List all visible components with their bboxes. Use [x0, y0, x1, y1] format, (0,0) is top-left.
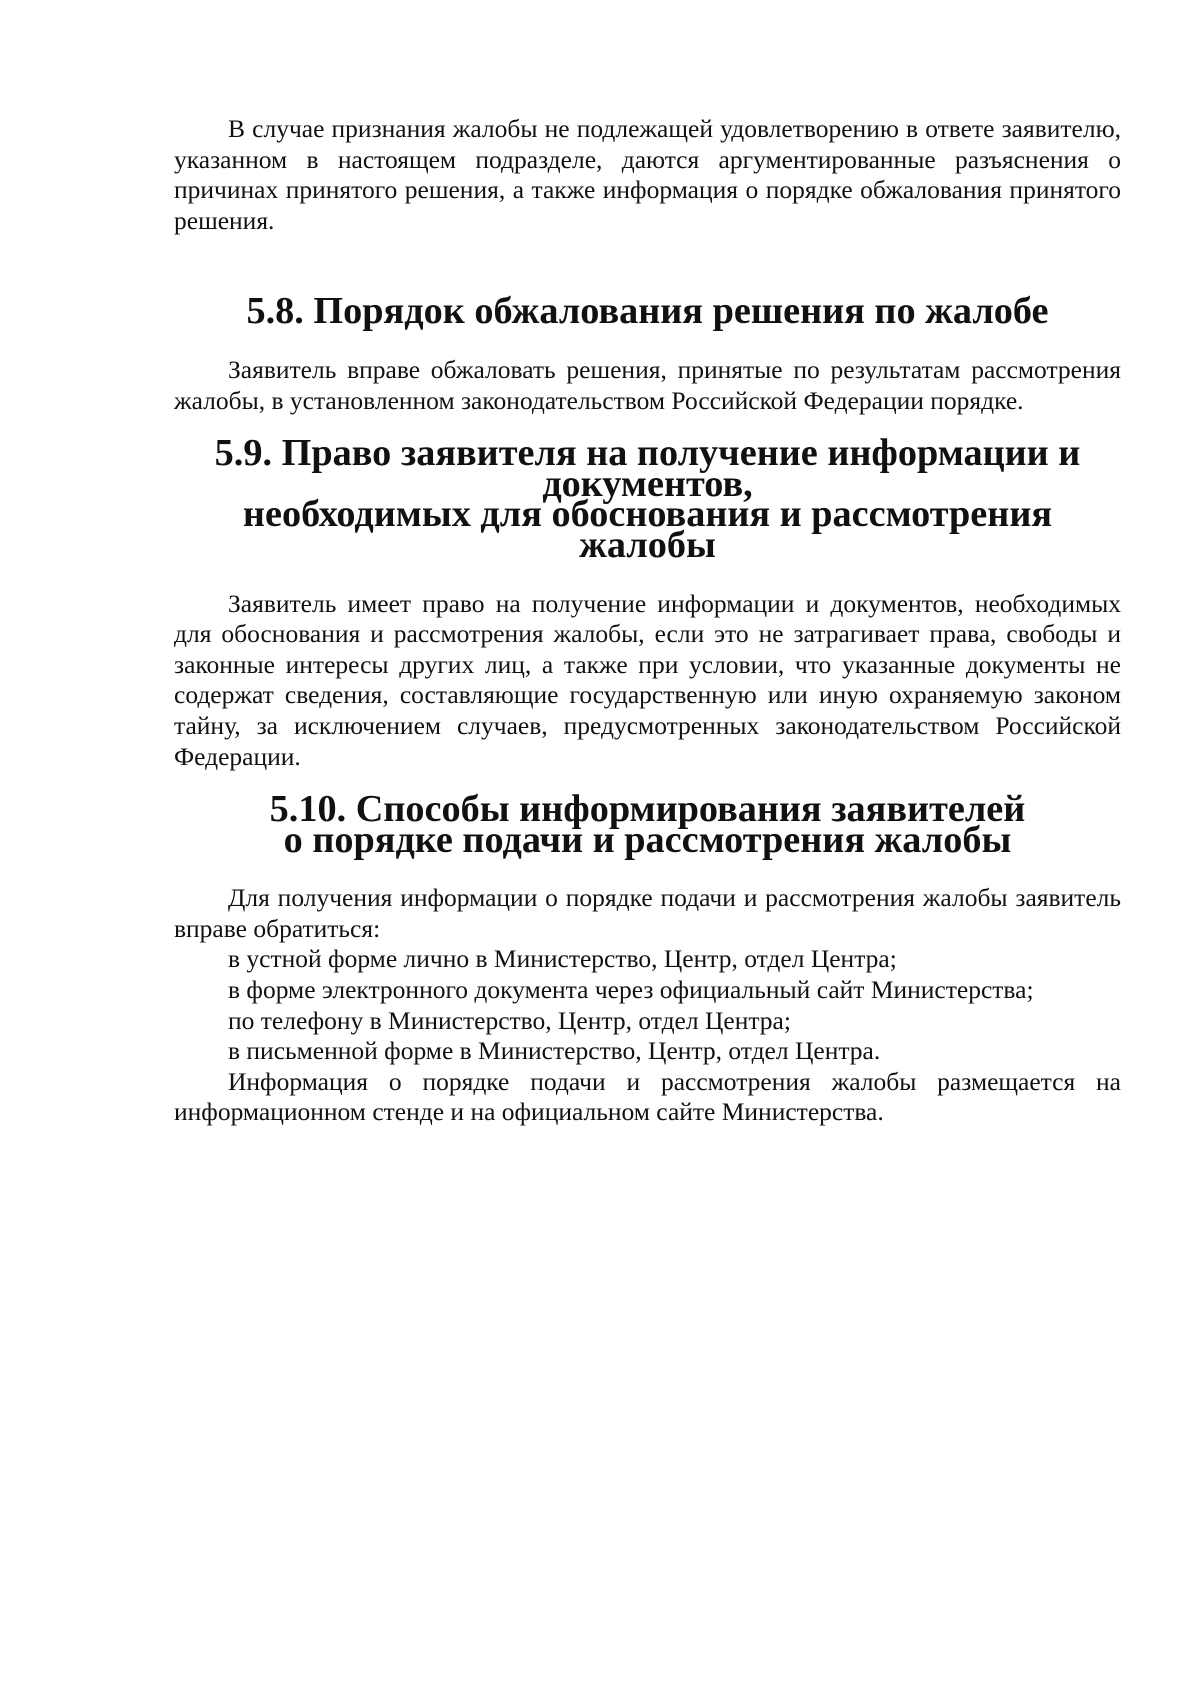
section-5-9-heading	[174, 432, 1121, 566]
list-item: в устной форме лично в Министерство, Центр, отдел Центра;	[228, 944, 897, 974]
section-5-9-heading-line-1: 5.9. Право заявителя на получение информации и документов,	[214, 432, 1081, 505]
section-5-10-intro: Для получения информации о порядке подачи и рассмотрения жалобы заявитель вправе обратиться:	[174, 883, 1121, 943]
intro-paragraph: В случае признания жалобы не подлежащей удовлетворению в ответе заявителю, указанном в настоящем подразделе, даются аргументированные разъяснения о причинах принятого решения, а также информация о порядке обжалования принятого решения.	[174, 114, 1121, 235]
section-5-10-heading-line-2: о порядке подачи и рассмотрения жалобы	[283, 818, 1012, 861]
section-5-9-heading-line-2: необходимых для обоснования и рассмотрения жалобы	[242, 493, 1053, 566]
section-5-8-heading-text: 5.8. Порядок обжалования решения по жалобе	[246, 290, 1049, 333]
list-item: по телефону в Министерство, Центр, отдел Центра;	[228, 1005, 791, 1035]
section-5-8-paragraph: Заявитель вправе обжаловать решения, принятые по результатам рассмотрения жалобы, в установленном законодательством Российской Федерации порядке.	[174, 354, 1121, 415]
section-5-9-paragraph: Заявитель имеет право на получение информации и документов, необходимых для обоснования и рассмотрения жалобы, если это не затрагивает права, свободы и законные интересы других лиц, а также при условии, что указанные документы не содержат сведения, составляющие государственную или иную охраняемую законом тайну, за исключением случаев, предусмотренных законодательством Российской Федерации.	[174, 588, 1121, 771]
section-5-10-heading	[174, 788, 1121, 861]
section-5-10-heading-line-1: 5.10. Способы информирования заявителей	[269, 788, 1026, 831]
section-5-10-closing: Информация о порядке подачи и рассмотрения жалобы размещается на информационном стенде и на официальном сайте Министерства.	[174, 1066, 1121, 1127]
document-page	[174, 114, 1121, 1128]
list-item: в письменной форме в Министерство, Центр, отдел Центра.	[228, 1036, 881, 1066]
section-5-8-heading	[174, 290, 1121, 333]
list-item: в форме электронного документа через официальный сайт Министерства;	[228, 975, 1034, 1005]
